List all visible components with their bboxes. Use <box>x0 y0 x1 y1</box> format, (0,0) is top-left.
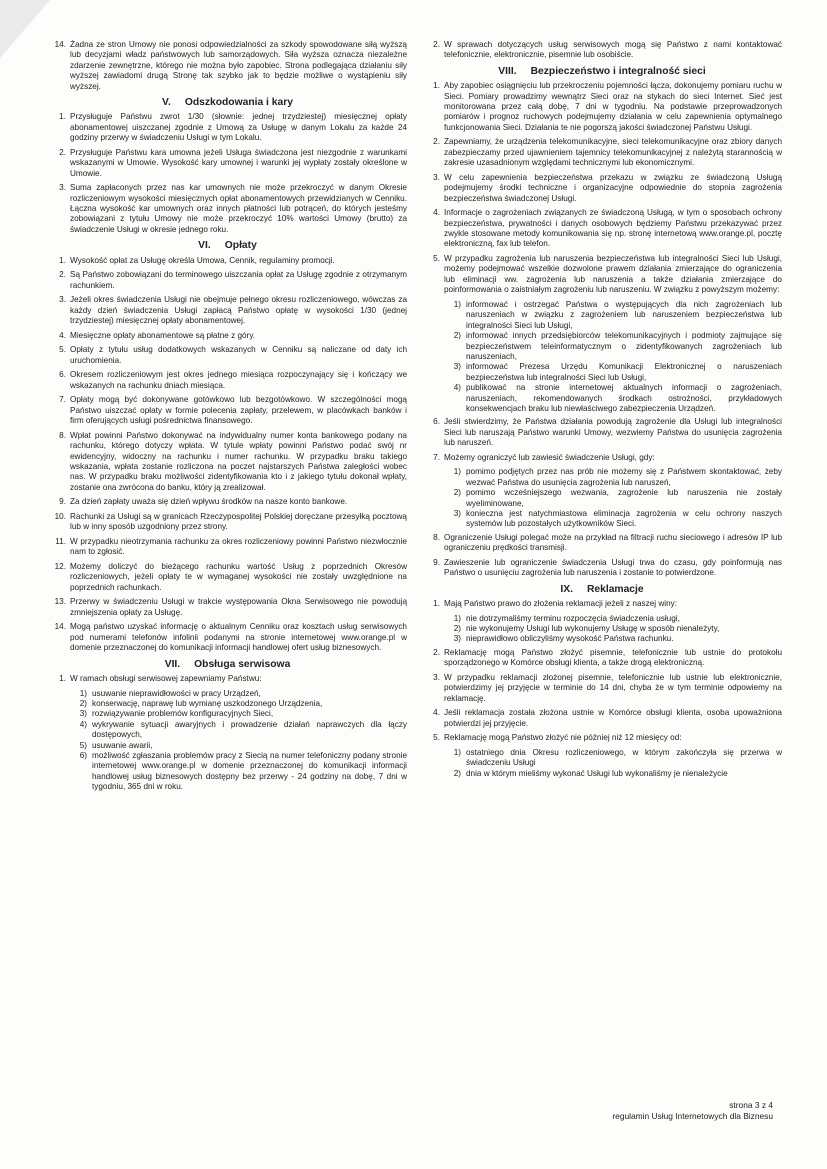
paragraph-text: Reklamację mogą Państwo złożyć nie później niż 12 miesięcy od: <box>444 733 682 743</box>
sub-item-number: 4) <box>79 719 87 729</box>
sub-item <box>70 709 407 719</box>
paragraph-number: 5. <box>59 345 66 355</box>
paragraph-text: W ramach obsługi serwisowej zapewniamy Państwu: <box>70 673 262 683</box>
paragraph-text: W przypadku reklamacji złożonej pisemnie, telefonicznie lub ustnie lub elektronicznie, potwierdzimy jej przyjęcie w terminie do 14 dni, chyba że w tym terminie odpowiemy na reklamację. <box>444 672 782 703</box>
paragraph <box>422 599 782 609</box>
paragraph <box>422 173 782 204</box>
paragraph-number: 1. <box>433 81 440 91</box>
paragraph-number: 2. <box>433 40 440 49</box>
sub-item-text: rozwiązywanie problemów konfiguracyjnych Sieci, <box>92 709 274 719</box>
paragraph-number: 8. <box>59 430 66 440</box>
paragraph <box>48 183 407 235</box>
folded-corner <box>0 0 50 58</box>
paragraph-text: Żadna ze stron Umowy nie ponosi odpowiedzialności za szkody spowodowane siłą wyższą lub decyzjami władz państwowych lub samorządowych. Siła wyższa oznacza niezależne zdarzenie zewnętrzne, którego nie można było zapobiec. Strona podlegająca działaniu siły wyższej zawiadomi drugą Stronę tak szybko jak to będzie możliwe o wystąpieniu siły wyższej. <box>70 40 407 91</box>
paragraph <box>48 674 407 684</box>
paragraph-text: Opłaty mogą być dokonywane gotówkowo lub bezgotówkowo. W szczególności mogą Państwo uiszczać opłaty w formie polecenia zapłaty, przelewem, w placówkach banków i firm oferujących usługi pośrednictwa finansowego. <box>70 395 407 426</box>
sub-item <box>70 720 407 741</box>
paragraph <box>48 112 407 143</box>
paragraph <box>422 40 782 61</box>
paragraph-number: 4. <box>433 208 440 218</box>
paragraph-number: 11. <box>55 536 66 546</box>
paragraph-text: Przysługuje Państwu zwrot 1/30 (słownie: jednej trzydziestej) miesięcznej opłaty abonamentowej uiszczanej zgodnie z Umową za Usługę w danym Lokalu za każde 24 godziny przerwy w świadczeniu Usługi w tym Lokalu. <box>70 112 407 143</box>
paragraph <box>48 40 407 92</box>
paragraph-text: Miesięczne opłaty abonamentowe są płatne z góry. <box>70 330 256 340</box>
paragraph <box>422 708 782 729</box>
sub-item-number: 1) <box>453 467 461 477</box>
sub-item-number: 2) <box>79 698 87 708</box>
sub-item-number: 1) <box>453 613 461 623</box>
paragraph <box>48 331 407 341</box>
paragraph-number: 3. <box>433 172 440 182</box>
sub-item-number: 1) <box>453 747 461 757</box>
sub-item-number: 3) <box>453 362 461 372</box>
sub-item-text: usuwanie nieprawidłowości w pracy Urządzeń, <box>92 688 261 698</box>
paragraph-text: Mają Państwo prawo do złożenia reklamacji jeżeli z naszej winy: <box>444 599 677 608</box>
sub-item <box>444 362 782 383</box>
paragraph <box>48 295 407 326</box>
paragraph-number: 6. <box>59 370 66 380</box>
sub-list <box>444 748 782 779</box>
section-title: Odszkodowania i kary <box>184 97 293 109</box>
sub-item <box>444 488 782 509</box>
sub-item <box>444 300 782 331</box>
sub-item-text: ostatniego dnia Okresu rozliczeniowego, w którym zakończyła się przerwa w świadczeniu Usługi <box>466 747 782 768</box>
paragraph-number: 3. <box>59 295 66 305</box>
section-heading <box>422 67 782 77</box>
sub-item-number: 2) <box>453 331 461 341</box>
paragraph-number: 10. <box>54 511 66 521</box>
sub-item-number: 2) <box>453 488 461 498</box>
sub-item-number: 1) <box>79 688 87 698</box>
left-column <box>48 40 407 796</box>
paragraph-number: 5. <box>433 733 440 743</box>
paragraph <box>48 622 407 653</box>
sub-item-text: nie dotrzymaliśmy terminu rozpoczęcia świadczenia usługi, <box>466 613 680 623</box>
sub-item <box>70 699 407 709</box>
page-number: strona 3 z 4 <box>729 1100 773 1110</box>
paragraph-number: 3. <box>433 672 440 682</box>
paragraph-text: Ograniczenie Usługi polegać może na przykład na filtracji ruchu sieciowego i adresów IP lub ograniczeniu prędkości transmisji. <box>444 532 782 553</box>
sub-item <box>444 331 782 362</box>
paragraph-number: 1. <box>433 599 440 608</box>
paragraph-text: Jeśli stwierdzimy, że Państwa działania powodują zagrożenie dla Usługi lub integralności Sieci lub naruszają Państwo warunki Umowy, wezwiemy Państwa do usunięcia zagrożenia lub naruszeń. <box>444 417 782 448</box>
paragraph-number: 2. <box>59 147 66 157</box>
section-title: Opłaty <box>224 240 257 252</box>
paragraph <box>422 417 782 448</box>
paragraph-text: Są Państwo zobowiązani do terminowego uiszczania opłat za Usługę zgodnie z otrzymanym rachunkiem. <box>70 270 407 290</box>
sub-item <box>444 383 782 414</box>
paragraph-text: W celu zapewnienia bezpieczeństwa przekazu w związku ze świadczoną Usługą podejmujemy środki techniczne i organizacyjne odpowiednie do stopnia zagrożenia bezpieczeństwa świadczonej Usługi. <box>444 172 782 203</box>
sub-item-number: 1) <box>453 299 461 309</box>
paragraph-number: 1. <box>59 673 66 683</box>
sub-list <box>70 689 407 793</box>
paragraph <box>48 497 407 507</box>
sub-item <box>70 751 407 793</box>
paragraph-number: 7. <box>59 395 66 405</box>
sub-item <box>444 634 782 644</box>
paragraph-text: Możemy doliczyć do bieżącego rachunku wartość Usług z poprzednich Okresów rozliczeniowych, jeżeli opłaty te w wymaganej wysokości nie zostały uwzględnione na poprzednich rachunkach. <box>70 561 407 592</box>
sub-item-number: 3) <box>453 508 461 518</box>
sub-item-text: informować i ostrzegać Państwa o występujących dla nich zagrożeniach lub naruszeniach w związku z zagrożeniem lub naruszeniem bezpieczeństwa lub integralności Sieci lub Usługi, <box>466 299 782 330</box>
paragraph-text: Aby zapobiec osiągnięciu lub przekroczeniu pojemności łącza, dokonujemy pomiaru ruchu w Sieci. Pomiary prowadzimy wewnątrz Sieci oraz na stykach do sieci Internet. Sieć jest monitorowana przez całą dobę, 7 dni w tygodniu. Na podstawie przeprowadzonych pomiarów i prognoz ruchowych podejmujemy działania w celu zapewnienia optymalnego funkcjonowania Sieci. Działania te nie pogorszą jakości świadczonej Państwu Usługi. <box>444 81 782 132</box>
paragraph-text: Jeśli reklamacja została złożona ustnie w Komórce obsługi klienta, osoba upoważniona potwierdzi jej przyjęcie. <box>444 708 782 728</box>
paragraph-text: W sprawach dotyczących usług serwisowych mogą się Państwo z nami kontaktować telefonicznie, elektronicznie, pisemnie lub osobiście. <box>444 40 782 60</box>
sub-item-text: wykrywanie sytuacji awaryjnych i prowadzenie działań naprawczych dla łączy dostępowych, <box>92 719 407 740</box>
paragraph <box>422 81 782 133</box>
paragraph-number: 2. <box>59 270 66 280</box>
section-number: VIII. <box>498 65 517 77</box>
paragraph <box>422 533 782 554</box>
paragraph-number: 1. <box>59 255 66 265</box>
paragraph <box>48 512 407 533</box>
section-title: Bezpieczeństwo i integralność sieci <box>530 65 706 77</box>
sub-item-text: konserwację, naprawę lub wymianę uszkodzonego Urządzenia, <box>92 698 323 708</box>
sub-list <box>444 614 782 645</box>
paragraph <box>48 148 407 179</box>
paragraph-text: Informacje o zagrożeniach związanych ze świadczoną Usługą, w tym o sposobach ochrony bezpieczeństwa, prywatności i danych osobowych będziemy Państwu przekazywać przez zwykle stosowane metody komunikowania się np. stronę internetową www.orange.pl, pocztę elektroniczną, fax lub telefon. <box>444 208 782 249</box>
paragraph-number: 9. <box>59 497 66 507</box>
paragraph-number: 3. <box>59 183 66 193</box>
paragraph-number: 14. <box>54 622 66 632</box>
paragraph-number: 14. <box>54 40 66 49</box>
sub-item-number: 3) <box>79 709 87 719</box>
paragraph <box>48 345 407 366</box>
paragraph <box>48 537 407 558</box>
paragraph-text: Rachunki za Usługi są w granicach Rzeczypospolitej Polskiej doręczane przesyłką pocztową lub w inny sposób uzgodniony przez strony. <box>70 511 407 532</box>
paragraph-text: Opłaty z tytułu usług dodatkowych wskazanych w Cenniku są naliczane od daty ich uruchomienia. <box>70 345 407 365</box>
paragraph-text: Okresem rozliczeniowym jest okres jednego miesiąca rozpoczynający się i kończący we wskazanych na rachunku dniach miesiąca. <box>70 370 407 390</box>
section-title: Reklamacje <box>586 583 644 595</box>
paragraph-number: 4. <box>59 330 66 340</box>
paragraph-number: 13. <box>54 597 66 607</box>
paragraph <box>422 208 782 250</box>
paragraph <box>48 597 407 618</box>
paragraph-text: Reklamację mogą Państwo złożyć pisemnie, telefonicznie lub ustnie do protokołu sporządzonego w Komórce obsługi klienta, a także drogą elektroniczną. <box>444 647 782 668</box>
paragraph-text: Przerwy w świadczeniu Usługi w trakcie występowania Okna Serwisowego nie powodują zmniejszenia opłaty za Usługę. <box>70 597 407 617</box>
paragraph <box>48 395 407 426</box>
paragraph-text: Zapewniamy, że urządzenia telekomunikacyjne, sieci telekomunikacyjne oraz zbiory danych zabezpieczamy przed ujawnieniem tajemnicy telekomunikacyjnej z należytą starannością w zakresie uzasadnionym względami technicznymi lub ekonomicznymi. <box>444 137 782 168</box>
sub-item <box>70 741 407 751</box>
paragraph <box>422 137 782 168</box>
paragraph-text: Przysługuje Państwu kara umowna jeżeli Usługa świadczona jest niezgodnie z warunkami wskazanymi w Umowie. Wysokość kary umownej i warunki jej wypłaty zostały określone w Umowie. <box>70 147 407 178</box>
page-footer <box>560 1100 773 1122</box>
paragraph-text: Wpłat powinni Państwo dokonywać na indywidualny numer konta bankowego podany na rachunku, którego dotyczy wpłata. W tytule wpłaty powinni Państwo podać swój nr ewidencyjny, widoczny na rachunku i numer rachunku. W przypadku braku takiego wskazania, wpłata zostanie rozliczona na poczet najstarszych Państwa zaległości wobec nas. W przypadku braku możliwości zidentyfikowania kto i z jakiego tytułu dokonał wpłaty, zostanie ona zwrócona do banku, który ją zrealizował. <box>70 430 407 492</box>
sub-item <box>444 467 782 488</box>
paragraph-text: W przypadku zagrożenia lub naruszenia bezpieczeństwa lub integralności Sieci lub Usługi, możemy podejmować wszelkie dozwolone prawem działania zmierzające do ograniczenia lub eliminacji ww. zagrożenia lub naruszenia a także działania zmierzające do poinformowania o zaistniałym zagrożeniu lub naruszeniu. W związku z powyższym możemy: <box>444 254 782 295</box>
paragraph-text: Zawieszenie lub ograniczenie świadczenia Usługi trwa do czasu, gdy poinformują nas Państwo o usunięciu zagrożenia lub naruszenia i zostanie to potwierdzone. <box>444 557 782 578</box>
paragraph-text: W przypadku nieotrzymania rachunku za okres rozliczeniowy powinni Państwo niezwłocznie nam to zgłosić. <box>70 536 407 557</box>
paragraph-number: 2. <box>433 647 440 657</box>
sub-item <box>444 769 782 779</box>
paragraph-number: 2. <box>433 137 440 147</box>
section-heading <box>48 241 407 251</box>
document-title: regulamin Usług Internetowych dla Biznesu <box>612 1111 773 1121</box>
paragraph <box>422 673 782 704</box>
paragraph <box>422 733 782 743</box>
sub-list <box>444 300 782 414</box>
sub-item <box>444 748 782 769</box>
sub-item-number: 6) <box>79 750 87 760</box>
sub-item <box>444 509 782 530</box>
sub-item-number: 2) <box>453 768 461 778</box>
sub-item-text: dnia w którym mieliśmy wykonać Usługi lub wykonaliśmy je nienależycie <box>466 768 728 778</box>
paragraph <box>422 254 782 296</box>
paragraph <box>422 558 782 579</box>
sub-item-text: nie wykonujemy Usługi lub wykonujemy Usługę w sposób nienależyty, <box>466 624 720 633</box>
paragraph-number: 6. <box>433 417 440 427</box>
sub-item-text: możliwość zgłaszania problemów pracy z Siecią na numer telefoniczny podany stronie internetowej www.orange.pl w domenie przeznaczonej do komunikacji informacji handlowej usług biznesowych dostępny bez przerwy - 24 godziny na dobę, 7 dni w tygodniu, 365 dni w roku. <box>92 750 407 792</box>
paragraph-text: Możemy ograniczyć lub zawiesić świadczenie Usługi, gdy: <box>444 452 655 462</box>
sub-item-text: pomimo podjętych przez nas prób nie możemy się z Państwem skontaktować, żeby wezwać Państwa do usunięcia zagrożenia lub naruszeń, <box>466 467 782 487</box>
section-number: VI. <box>198 240 211 252</box>
sub-item-text: konieczna jest natychmiastowa eliminacja zagrożenia w celu ochrony naszych systemów lub pozostałych użytkowników Sieci. <box>466 508 782 529</box>
paragraph-number: 4. <box>433 708 440 718</box>
sub-item-text: informować innych przedsiębiorców telekomunikacyjnych i podmioty zajmujące się bezpieczeństwem teleinformatycznym o zidentyfikowanych zagrożeniach lub naruszeniach, <box>466 331 782 361</box>
paragraph-text: Jeżeli okres świadczenia Usługi nie obejmuje pełnego okresu rozliczeniowego, wówczas za każdy dzień świadczenia Usługi zapłacą Państwo opłatę w wysokości 1/30 (jednej trzydziestej) miesięcznej opłaty abonamentowej. <box>70 295 407 326</box>
paragraph <box>48 256 407 266</box>
section-number: V. <box>162 97 171 109</box>
paragraph-number: 9. <box>433 557 440 567</box>
paragraph-number: 7. <box>433 452 440 462</box>
sub-item-number: 5) <box>79 740 87 750</box>
section-heading <box>422 585 782 595</box>
paragraph <box>48 562 407 593</box>
section-heading <box>48 660 407 670</box>
section-number: IX. <box>560 583 573 595</box>
paragraph <box>48 370 407 391</box>
paragraph-text: Suma zapłaconych przez nas kar umownych nie może przekroczyć w danym Okresie rozliczeniowym wysokości miesięcznych opłat abonamentowych przewidzianych w Cenniku. Łączna wysokość kar umownych oraz innych płatności lub potrąceń, do których jesteśmy zobowiązani z tytułu Umowy nie może przekroczyć 10% wartości Umowy (brutto) za świadczenie Usługi w okresie jednego roku. <box>70 183 407 234</box>
sub-item-number: 3) <box>453 634 461 644</box>
sub-item <box>444 624 782 634</box>
paragraph-number: 12. <box>54 561 66 571</box>
sub-item-number: 4) <box>453 383 461 393</box>
paragraph <box>48 431 407 493</box>
paragraph-number: 5. <box>433 254 440 264</box>
paragraph <box>422 648 782 669</box>
right-column <box>422 40 782 782</box>
paragraph-text: Za dzień zapłaty uważa się dzień wpływu środków na nasze konto bankowe. <box>70 497 348 507</box>
paragraph <box>48 270 407 291</box>
section-number: VII. <box>164 658 181 670</box>
paragraph-number: 8. <box>433 532 440 542</box>
section-heading <box>48 98 407 108</box>
paragraph-text: Mogą państwo uzyskać informację o aktualnym Cenniku oraz kosztach usług serwisowych pod numerami telefonów infolinii podanymi na stronie internetowej www.orange.pl w domenie przeznaczonej do komunikacji informacji handlowej ofert usług biznesowych. <box>70 622 407 653</box>
sub-item-text: pomimo wcześniejszego wezwania, zagrożenie lub naruszenia nie zostały wyeliminowane, <box>466 488 782 508</box>
section-title: Obsługa serwisowa <box>194 658 291 670</box>
sub-item-text: nieprawidłowo obliczyliśmy wysokość Państwa rachunku. <box>466 634 674 644</box>
paragraph <box>422 453 782 463</box>
paragraph-text: Wysokość opłat za Usługę określa Umowa, Cennik, regulaminy promocji. <box>70 255 335 265</box>
sub-item <box>70 689 407 699</box>
sub-item <box>444 614 782 624</box>
sub-item-text: informować Prezesa Urzędu Komunikacji Elektronicznej o naruszeniach bezpieczeństwa lub integralności Sieci lub Usługi, <box>466 362 782 382</box>
sub-item-text: publikować na stronie internetowej aktualnych informacji o zagrożeniach, naruszeniach, rekomendowanych środkach ostrożności, przykładowych konsekwencjach braku lub niewłaściwego zabezpieczenia Urządzeń. <box>466 383 782 413</box>
sub-item-number: 2) <box>453 624 461 633</box>
paragraph-number: 1. <box>59 112 66 122</box>
sub-item-text: usuwanie awarii, <box>92 740 153 750</box>
sub-list <box>444 467 782 529</box>
